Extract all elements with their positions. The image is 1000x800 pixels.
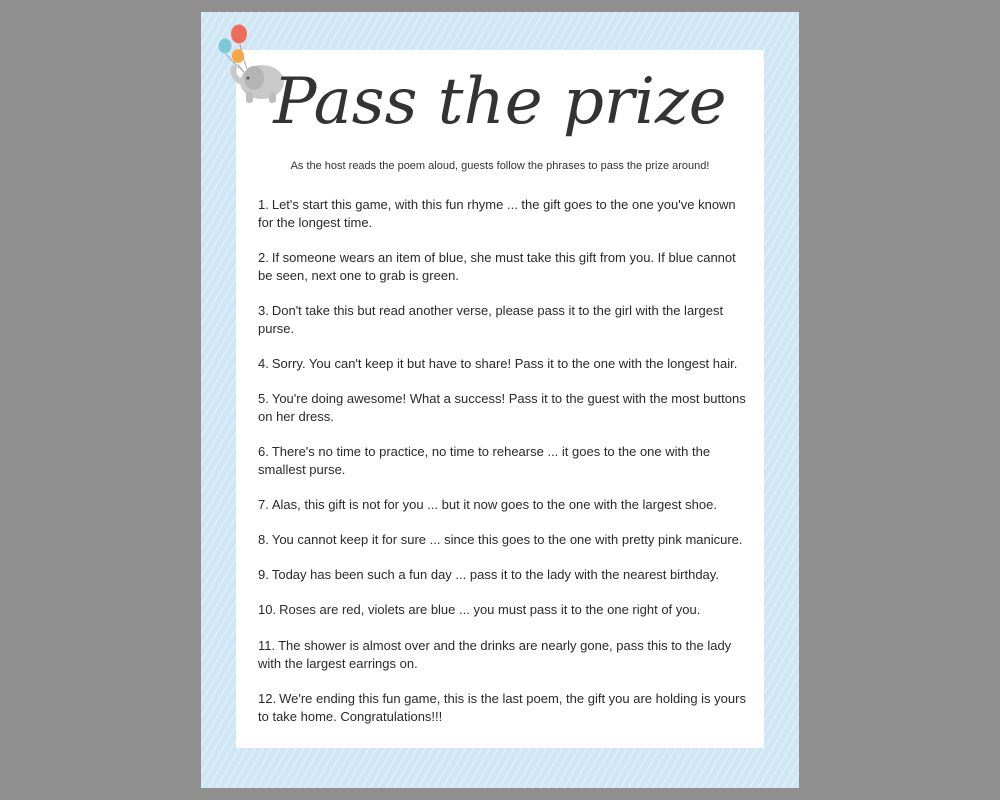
list-item: 6. There's no time to practice, no time to rehearse ... it goes to the one with the smallest purse. [258,444,711,477]
list-item: 11. The shower is almost over and the drinks are nearly gone, pass this to the lady with the largest earrings on. [258,638,732,671]
list-item: 2. If someone wears an item of blue, she must take this gift from you. If blue cannot be seen, next one to grab is green. [258,250,736,283]
list-item: 7. Alas, this gift is not for you ... but it now goes to the one with the largest shoe. [258,497,717,512]
list-item: 5. You're doing awesome! What a success! Pass it to the guest with the most buttons on her dress. [258,391,746,424]
orange-balloon [232,49,244,63]
list-item: 4. Sorry. You can't keep it but have to share! Pass it to the one with the longest hair. [258,356,738,371]
teal-balloon [219,39,232,54]
list-item: 9. Today has been such a fun day ... pass it to the lady with the nearest birthday. [258,567,719,582]
list-item: 10. Roses are red, violets are blue ... you must pass it to the one right of you. [258,602,701,617]
red-balloon [231,25,247,44]
list-item: 12. We're ending this fun game, this is the last poem, the gift you are holding is yours to take home. Congratulations!!! [258,691,746,724]
page-title: Pass the prize [273,65,727,139]
list-item: 8. You cannot keep it for sure ... since this goes to the one with pretty pink manicure. [258,532,743,547]
instructions-subtitle: As the host reads the poem aloud, guests follow the phrases to pass the prize around! [290,160,710,172]
list-item: 3. Don't take this but read another verse, please pass it to the girl with the largest purse. [258,303,724,336]
list-item: 1. Let's start this game, with this fun rhyme ... the gift goes to the one you've known for the longest time. [258,197,736,230]
